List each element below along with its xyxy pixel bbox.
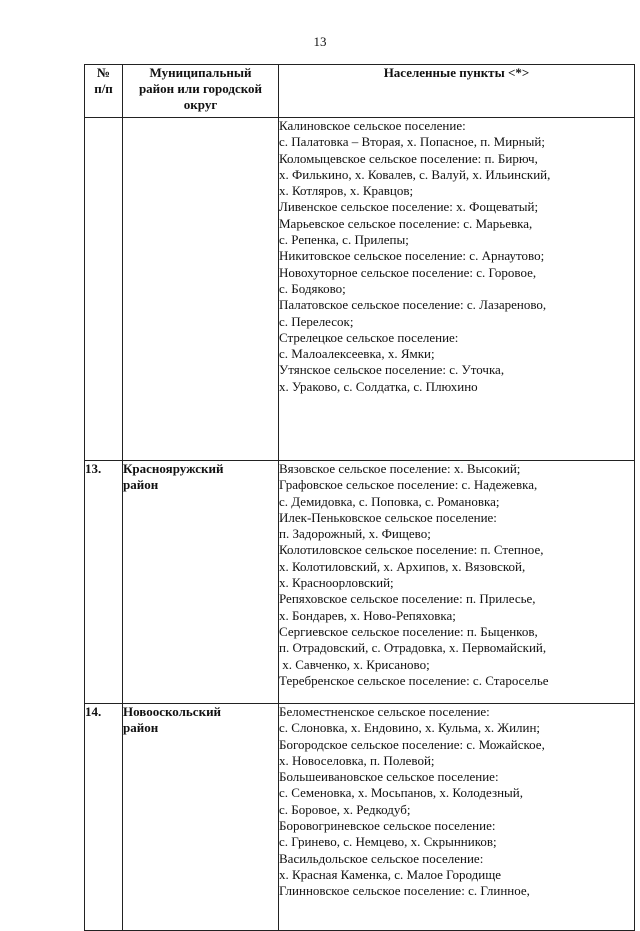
- settlement-line: х. Красная Каменка, с. Малое Городище: [279, 866, 502, 882]
- settlement-line: х. Красноорловский;: [279, 575, 394, 591]
- row-district: [123, 704, 279, 931]
- settlement-line: Сергиевское сельское поселение: п. Быценков,: [279, 623, 538, 639]
- row-number: 14.: [85, 704, 123, 931]
- table-header-row: [85, 65, 635, 118]
- settlement-line: х. Новоселовка, п. Полевой;: [279, 752, 435, 768]
- settlement-line: Большеивановское сельское поселение:: [279, 769, 499, 785]
- settlement-line: с. Бодяково;: [279, 280, 346, 296]
- header-district-line-1: Муниципальный: [149, 65, 252, 80]
- header-district: [123, 65, 279, 118]
- settlement-line: х. Филькино, х. Ковалев, с. Валуй, х. Ильинский,: [279, 166, 551, 182]
- settlement-line: Репяховское сельское поселение: п. Прилесье,: [279, 591, 536, 607]
- settlement-line: Беломестненское сельское поселение:: [279, 704, 490, 719]
- settlement-line: Калиновское сельское поселение:: [279, 118, 466, 133]
- header-district-line-2: район или городской: [138, 81, 263, 96]
- settlement-line: Глинновское сельское поселение: с. Глинное,: [279, 883, 530, 899]
- settlement-line: Вязовское сельское поселение: х. Высокий;: [279, 461, 521, 476]
- settlement-line: п. Задорожный, х. Фищево;: [279, 526, 431, 542]
- table-row-continued: [85, 118, 635, 461]
- settlement-line: Боровогриневское сельское поселение:: [279, 818, 496, 834]
- district-line-1: Краснояружский: [123, 461, 224, 476]
- header-number: [85, 65, 123, 118]
- settlement-line: х. Ураково, с. Солдатка, с. Плюхино: [279, 378, 478, 394]
- settlement-line: Богородское сельское поселение: с. Можайское,: [279, 736, 545, 752]
- settlement-line: с. Малоалексеевка, х. Ямки;: [279, 346, 435, 362]
- settlement-line: Илек-Пеньковское сельское поселение:: [279, 509, 497, 525]
- settlement-line: с. Боровое, х. Редкодуб;: [279, 801, 411, 817]
- settlement-line: с. Семеновка, х. Мосьпанов, х. Колодезный,: [279, 785, 523, 801]
- settlement-line: с. Палатовка – Вторая, х. Попасное, п. Мирный;: [279, 134, 545, 150]
- table-row-13: [85, 461, 635, 704]
- settlement-line: Колотиловское сельское поселение: п. Степное,: [279, 542, 544, 558]
- page-number: 13: [313, 34, 327, 49]
- row-number: [85, 118, 123, 461]
- district-line-1: Новооскольский: [123, 704, 222, 719]
- header-number-line-1: №: [96, 65, 111, 80]
- settlement-line: Утянское сельское поселение: с. Уточка,: [279, 362, 505, 378]
- row-settlements: [279, 704, 635, 931]
- header-settlements: Населенные пункты <*>: [279, 65, 635, 118]
- settlement-line: Никитовское сельское поселение: с. Арнаутово;: [279, 248, 545, 264]
- settlement-line: Марьевское сельское поселение: с. Марьевка,: [279, 215, 533, 231]
- settlement-line: с. Слоновка, х. Ендовино, х. Кульма, х. Жилин;: [279, 720, 541, 736]
- settlement-line: Васильдольское сельское поселение:: [279, 850, 484, 866]
- row-district: [123, 118, 279, 461]
- settlement-line: х. Бондарев, х. Ново-Репяховка;: [279, 607, 456, 623]
- settlement-line: с. Гринево, с. Немцево, х. Скрынников;: [279, 834, 497, 850]
- settlement-line: Новохуторное сельское поселение: с. Горовое,: [279, 264, 537, 280]
- settlement-line: с. Перелесок;: [279, 313, 354, 329]
- settlement-line: х. Савченко, х. Крисаново;: [279, 656, 430, 672]
- settlement-line: с. Репенка, с. Прилепы;: [279, 232, 409, 248]
- settlement-line: х. Колотиловский, х. Архипов, х. Вязовской,: [279, 558, 526, 574]
- settlement-line: х. Котляров, х. Кравцов;: [279, 183, 414, 199]
- row-number: 13.: [85, 461, 123, 704]
- district-line-2: район: [123, 720, 159, 736]
- settlement-line: Графовское сельское поселение: с. Надежевка,: [279, 477, 538, 493]
- row-settlements: [279, 461, 635, 704]
- settlement-line: Коломыцевское сельское поселение: п. Бирюч,: [279, 150, 538, 166]
- row-settlements: [279, 118, 635, 461]
- settlement-line: Ливенское сельское поселение: х. Фощеватый;: [279, 199, 539, 215]
- settlement-line: Палатовское сельское поселение: с. Лазареново,: [279, 297, 547, 313]
- settlement-line: п. Отрадовский, с. Отрадовка, х. Первомайский,: [279, 640, 547, 656]
- district-line-2: район: [123, 477, 159, 493]
- settlement-line: Стрелецкое сельское поселение:: [279, 329, 459, 345]
- settlements-table: [84, 64, 635, 931]
- settlement-line: Теребренское сельское поселение: с. Староселье: [279, 672, 549, 688]
- table-row-14: [85, 704, 635, 931]
- header-number-line-2: п/п: [94, 81, 113, 96]
- row-district: [123, 461, 279, 704]
- header-district-line-3: округ: [183, 97, 218, 112]
- settlement-line: с. Демидовка, с. Поповка, с. Романовка;: [279, 493, 500, 509]
